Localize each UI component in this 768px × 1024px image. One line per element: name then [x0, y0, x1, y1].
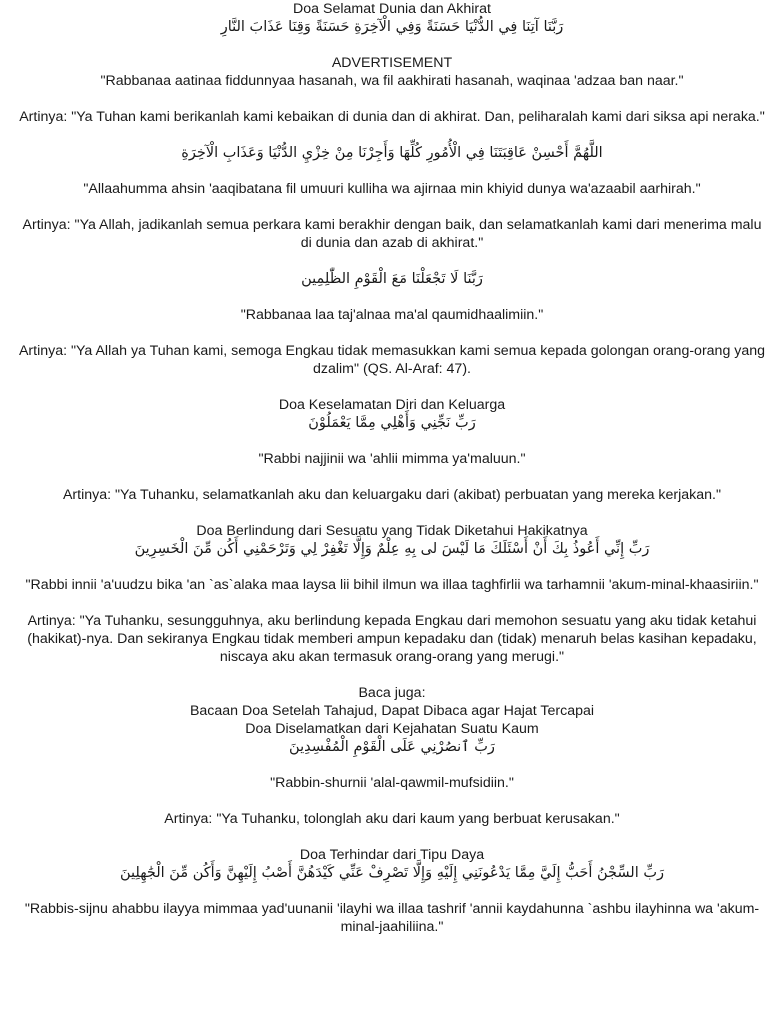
section-title: Doa Diselamatkan dari Kejahatan Suatu Kaum: [245, 721, 539, 737]
spacer: [16, 288, 768, 306]
spacer: [16, 162, 768, 180]
meaning-text: Artinya: "Ya Allah ya Tuhan kami, semoga Engkau tidak memasukkan kami semua kepada golongan orang-orang yang: [18, 343, 766, 359]
meaning-text: niscaya aku akan termasuk orang-orang yang merugi.": [219, 649, 565, 665]
latin-transliteration: "Rabbis-sijnu ahabbu ilayya mimmaa yad'uunanii 'ilayhi wa illaa tashrif 'annii kaydahunna `ashbu ilayhinna wa 'akum-: [24, 901, 760, 917]
meaning-text: dzalim" (QS. Al-Araf: 47).: [313, 361, 471, 377]
meaning-text: (hakikat)-nya. Dan sekiranya Engkau tidak memberi ampun kepadaku dan (tidak) menaruh belas kasihan kepadaku,: [27, 631, 757, 647]
arabic-prayer: رَبَّنَا لَا تَجْعَلْنَا مَعَ الْقَوْمِ الظّٰلِمِين: [301, 271, 483, 287]
spacer: [16, 792, 768, 810]
meaning-text: Artinya: "Ya Allah, jadikanlah semua perkara kami berakhir dengan baik, dan selamatkanlah kami dari menerima malu: [22, 217, 762, 233]
spacer: [16, 468, 768, 486]
latin-transliteration: "Rabbin-shurnii 'alal-qawmil-mufsidiin.": [270, 775, 514, 791]
meaning-text: Artinya: "Ya Tuhanku, sesungguhnya, aku berlindung kepada Engkau dari memohon sesuatu yang aku tidak ketahui: [27, 613, 757, 629]
latin-transliteration: "Rabbanaa laa taj'alnaa ma'al qaumidhaalimiin.": [240, 307, 544, 323]
spacer: [16, 432, 768, 450]
latin-transliteration: minal-jaahiliina.": [340, 919, 444, 935]
article-body: [16, 0, 768, 936]
meaning-text: Artinya: "Ya Tuhanku, tolonglah aku dari kaum yang berbuat kerusakan.": [164, 811, 620, 827]
latin-transliteration: "Rabbi innii 'a'uudzu bika 'an `as`alaka maa laysa lii bihil ilmun wa illaa taghfirlii wa tarhamnii 'akum-minal-khaasiriin.": [25, 577, 759, 593]
meaning-text: di dunia dan azab di akhirat.": [300, 235, 484, 251]
spacer: [16, 198, 768, 216]
spacer: [16, 504, 768, 522]
spacer: [16, 882, 768, 900]
arabic-prayer: رَبِّ ٱنصُرْنِي عَلَى الْقَوْمِ الْمُفْسِدِينَ: [289, 739, 495, 755]
arabic-prayer: اللَّهُمَّ أَحْسِنْ عَاقِبَتَنَا فِي الْأُمُورِ كُلِّهَا وَأَجِرْنَا مِنْ خِزْيِ الدُّنْيَا وَعَذَابِ الْآخِرَةِ: [181, 145, 603, 161]
latin-transliteration: "Rabbi najjinii wa 'ahlii mimma ya'maluun.": [258, 451, 526, 467]
spacer: [16, 324, 768, 342]
arabic-prayer: رَبِّ نَجِّنِي وَأَهْلِي مِمَّا يَعْمَلُوْنَ: [308, 415, 476, 431]
meaning-text: Artinya: "Ya Tuhanku, selamatkanlah aku dan keluargaku dari (akibat) perbuatan yang mereka kerjakan.": [62, 487, 722, 503]
spacer: [16, 90, 768, 108]
spacer: [16, 666, 768, 684]
spacer: [16, 36, 768, 54]
latin-transliteration: "Allaahumma ahsin 'aaqibatana fil umuuri kulliha wa ajirnaa min khiyid dunya wa'azaabil aarhirah.": [83, 181, 701, 197]
section-title: Doa Selamat Dunia dan Akhirat: [293, 1, 491, 17]
latin-transliteration: "Rabbanaa aatinaa fiddunnyaa hasanah, wa fil aakhirati hasanah, waqinaa 'adzaa ban naar.": [100, 73, 684, 89]
meaning-text: Artinya: "Ya Tuhan kami berikanlah kami kebaikan di dunia dan di akhirat. Dan, peliharalah kami dari siksa api neraka.": [19, 109, 765, 125]
section-title: Doa Berlindung dari Sesuatu yang Tidak Diketahui Hakikatnya: [196, 523, 588, 539]
advertisement-label: ADVERTISEMENT: [331, 55, 453, 71]
arabic-prayer: رَبِّ إِنِّي أَعُوذُ بِكَ أَنْ أَسْئَلَكَ مَا لَيْسَ لى بِهِ عِلْمٌ وَإِلَّا تَغْفِرْ لِي وَتَرْحَمْنِي أَكُن مِّنَ الْخَسِرِينَ: [134, 541, 650, 557]
spacer: [16, 594, 768, 612]
spacer: [16, 378, 768, 396]
arabic-prayer: رَبِّ السِّجْنُ أَحَبُّ إِلَيَّ مِمَّا يَدْعُونَنِي إِلَيْهِ وَإِلَّا تَصْرِفْ عَنِّي كَيْدَهُنَّ أَصْبُ إِلَيْهِنَّ وَأَكُن مِّنَ الْجَٰهِلِينَ: [119, 865, 664, 881]
section-title: Doa Terhindar dari Tipu Daya: [299, 847, 485, 863]
section-title: Doa Keselamatan Diri dan Keluarga: [278, 397, 506, 413]
spacer: [16, 828, 768, 846]
read-also-link[interactable]: Bacaan Doa Setelah Tahajud, Dapat Dibaca agar Hajat Tercapai: [189, 703, 595, 719]
spacer: [16, 558, 768, 576]
arabic-prayer: رَبَّنَا آتِنَا فِي الدُّنْيَا حَسَنَةً وَفِي الْآخِرَةِ حَسَنَةً وَقِنَا عَذَابَ النَّارِ: [220, 19, 564, 35]
spacer: [16, 126, 768, 144]
spacer: [16, 756, 768, 774]
spacer: [16, 252, 768, 270]
read-also-label: Baca juga:: [358, 685, 426, 701]
